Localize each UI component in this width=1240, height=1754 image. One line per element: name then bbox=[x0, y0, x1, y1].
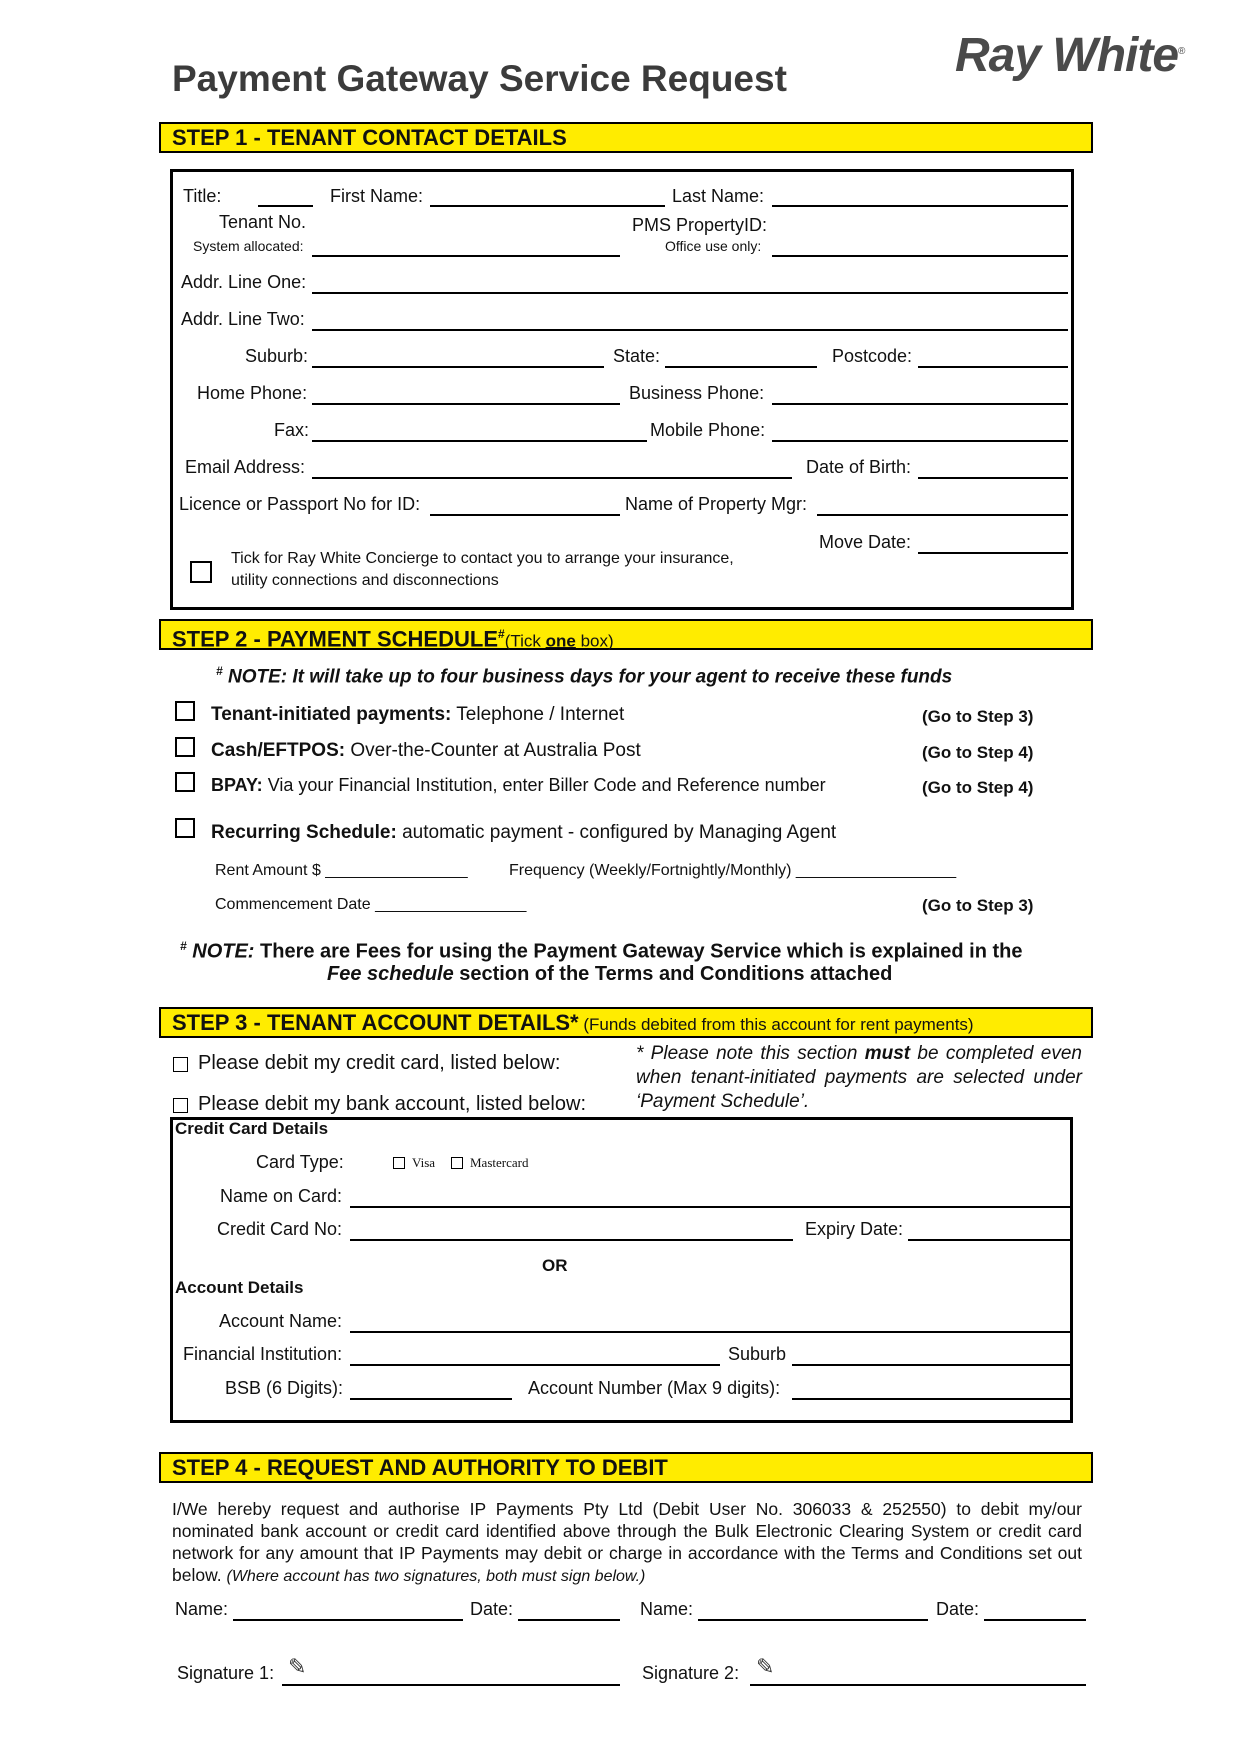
tick-post: box) bbox=[575, 631, 614, 651]
dob-field[interactable] bbox=[918, 477, 1068, 479]
debit-bank-checkbox[interactable] bbox=[173, 1098, 188, 1113]
addr-line-one-label: Addr. Line One: bbox=[181, 272, 307, 292]
tenant-no-field[interactable] bbox=[312, 255, 620, 257]
signature-1-label: Signature 1: bbox=[177, 1663, 275, 1683]
option-tenant-initiated bbox=[211, 704, 624, 726]
expiry-date-label: Expiry Date: bbox=[805, 1219, 904, 1239]
fax-field[interactable] bbox=[312, 440, 647, 442]
option-2-text: Over-the-Counter at Australia Post bbox=[345, 740, 641, 761]
business-phone-field[interactable] bbox=[772, 403, 1068, 405]
account-name-field[interactable] bbox=[350, 1331, 1070, 1333]
last-name-label: Last Name: bbox=[672, 186, 765, 206]
visa-label: Visa bbox=[412, 1155, 436, 1170]
completion-note-must: must bbox=[864, 1043, 911, 1064]
date-1-label: Date: bbox=[470, 1599, 514, 1619]
option-cash-eftpos bbox=[211, 740, 641, 762]
recurring-checkbox[interactable] bbox=[175, 818, 195, 838]
option-2-bold: Cash/EFTPOS: bbox=[211, 740, 346, 761]
funds-note bbox=[216, 664, 952, 688]
option-3-text: Via your Financial Institution, enter Biller Code and Reference number bbox=[262, 775, 826, 795]
suburb-field[interactable] bbox=[312, 366, 604, 368]
go-to-step-label-2: (Go to Step 4) bbox=[922, 743, 1034, 762]
option-4-bold: Recurring Schedule: bbox=[211, 822, 397, 843]
step3-heading-text: STEP 3 - TENANT ACCOUNT DETAILS* bbox=[172, 1010, 579, 1035]
completion-note bbox=[636, 1042, 1082, 1114]
step4-heading bbox=[159, 1452, 1093, 1483]
email-label: Email Address: bbox=[185, 457, 306, 477]
move-date-field[interactable] bbox=[918, 552, 1068, 554]
step2-heading bbox=[159, 619, 1093, 650]
home-phone-label: Home Phone: bbox=[197, 383, 308, 403]
first-name-field[interactable] bbox=[430, 205, 665, 207]
option-1-bold: Tenant-initiated payments: bbox=[211, 704, 452, 725]
bpay-checkbox[interactable] bbox=[175, 772, 195, 792]
name-2-label: Name: bbox=[640, 1599, 694, 1619]
addr-line-two-label: Addr. Line Two: bbox=[181, 309, 305, 329]
system-allocated-label: System allocated: bbox=[193, 238, 304, 254]
licence-field[interactable] bbox=[430, 514, 620, 516]
account-number-field[interactable] bbox=[792, 1398, 1070, 1400]
note-hash-mark: # bbox=[216, 664, 223, 678]
fee-note-line1 bbox=[180, 939, 1023, 964]
option-4-text: automatic payment - configured by Managing Agent bbox=[396, 822, 837, 843]
pms-property-id-label: PMS PropertyID: bbox=[632, 215, 768, 235]
property-mgr-label: Name of Property Mgr: bbox=[625, 494, 808, 514]
signature-2-field[interactable] bbox=[750, 1684, 1086, 1686]
ray-white-logo: Ray White® bbox=[955, 29, 1185, 82]
home-phone-field[interactable] bbox=[312, 403, 620, 405]
account-details-title: Account Details bbox=[175, 1278, 304, 1297]
fee-note2-text: section of the Terms and Conditions attached bbox=[453, 963, 893, 985]
option-bpay bbox=[211, 775, 826, 796]
credit-card-no-field[interactable] bbox=[350, 1239, 793, 1241]
bsb-field[interactable] bbox=[350, 1398, 512, 1400]
bank-suburb-label: Suburb bbox=[728, 1344, 787, 1364]
rent-amount-field[interactable]: Rent Amount $ ________________ bbox=[215, 862, 468, 879]
step1-heading-text: STEP 1 - TENANT CONTACT DETAILS bbox=[172, 125, 567, 150]
business-phone-label: Business Phone: bbox=[629, 383, 765, 403]
date-2-label: Date: bbox=[936, 1599, 980, 1619]
licence-label: Licence or Passport No for ID: bbox=[179, 494, 421, 514]
go-to-step-label-4: (Go to Step 3) bbox=[922, 896, 1034, 915]
card-type-label: Card Type: bbox=[256, 1152, 344, 1172]
date-1-field[interactable] bbox=[518, 1619, 620, 1621]
bank-suburb-field[interactable] bbox=[792, 1364, 1070, 1366]
mastercard-label: Mastercard bbox=[470, 1155, 529, 1170]
pms-property-id-field[interactable] bbox=[772, 255, 1068, 257]
brand-text: Ray White bbox=[955, 29, 1179, 82]
debit-bank-label: Please debit my bank account, listed below: bbox=[198, 1093, 586, 1115]
credit-card-details-title: Credit Card Details bbox=[175, 1119, 329, 1138]
suburb-label: Suburb: bbox=[245, 346, 309, 366]
first-name-label: First Name: bbox=[330, 186, 424, 206]
office-use-label: Office use only: bbox=[665, 238, 762, 254]
debit-credit-card-label: Please debit my credit card, listed below: bbox=[198, 1052, 561, 1074]
name-on-card-label: Name on Card: bbox=[220, 1186, 343, 1206]
last-name-field[interactable] bbox=[772, 205, 1068, 207]
debit-credit-card-checkbox[interactable] bbox=[173, 1057, 188, 1072]
completion-note-a: * Please note this section bbox=[636, 1043, 865, 1064]
go-to-step-label-3: (Go to Step 4) bbox=[922, 778, 1034, 797]
commencement-date-field[interactable]: Commencement Date _________________ bbox=[215, 896, 527, 913]
expiry-date-field[interactable] bbox=[908, 1239, 1070, 1241]
funds-note-text: NOTE: It will take up to four business days for your agent to receive these funds bbox=[222, 666, 953, 688]
move-date-label: Move Date: bbox=[819, 532, 912, 552]
signature-2-label: Signature 2: bbox=[642, 1663, 740, 1683]
tick-one: one bbox=[545, 631, 576, 651]
completion-note-b: be completed even when tenant-initiated payments are selected under ‘Payment Schedule’. bbox=[636, 1043, 1082, 1112]
or-divider: OR bbox=[542, 1256, 568, 1275]
dob-label: Date of Birth: bbox=[806, 457, 912, 477]
option-3-bold: BPAY: bbox=[211, 775, 263, 795]
fee-schedule-label: Fee schedule bbox=[327, 963, 454, 985]
financial-institution-field[interactable] bbox=[350, 1364, 720, 1366]
title-label: Title: bbox=[183, 186, 222, 206]
tenant-no-label: Tenant No. bbox=[219, 212, 307, 232]
hash-mark: # bbox=[498, 627, 505, 641]
visa-checkbox[interactable] bbox=[393, 1157, 405, 1169]
fee-note-label: NOTE: bbox=[186, 940, 255, 963]
concierge-checkbox[interactable] bbox=[190, 561, 212, 583]
step2-heading-text: STEP 2 - PAYMENT SCHEDULE bbox=[172, 626, 498, 652]
name-1-label: Name: bbox=[175, 1599, 229, 1619]
fee-hash-mark: # bbox=[180, 939, 187, 953]
page-title: Payment Gateway Service Request bbox=[172, 58, 787, 99]
addr-line-one-field[interactable] bbox=[312, 292, 1068, 294]
state-field[interactable] bbox=[665, 366, 817, 368]
state-label: State: bbox=[613, 346, 661, 366]
fee-note-line2 bbox=[327, 963, 892, 986]
name-2-field[interactable] bbox=[698, 1619, 928, 1621]
addr-line-two-field[interactable] bbox=[312, 329, 1068, 331]
step1-heading bbox=[159, 122, 1093, 153]
fee-note-text: There are Fees for using the Payment Gateway Service which is explained in the bbox=[254, 940, 1023, 963]
date-2-field[interactable] bbox=[984, 1619, 1086, 1621]
pen-icon-1: ✎ bbox=[288, 1654, 307, 1679]
cash-eftpos-checkbox[interactable] bbox=[175, 737, 195, 757]
postcode-field[interactable] bbox=[918, 366, 1068, 368]
fax-label: Fax: bbox=[274, 420, 310, 440]
name-on-card-field[interactable] bbox=[350, 1206, 1070, 1208]
authority-text: I/We hereby request and authorise IP Payments Pty Ltd (Debit User No. 306033 & 252550) to debit my/our nominated bank account or credit card identified above through the Bulk Electronic Clearing System or credit card network for any amount that IP Payments may debit or charge in accordance with the Terms and Conditions set out below. bbox=[172, 1499, 1082, 1585]
authority-paragraph bbox=[172, 1498, 1082, 1588]
frequency-field[interactable]: Frequency (Weekly/Fortnightly/Monthly) __________________ bbox=[509, 862, 957, 879]
property-mgr-field[interactable] bbox=[817, 514, 1068, 516]
mobile-phone-field[interactable] bbox=[772, 440, 1068, 442]
title-field[interactable] bbox=[258, 205, 313, 207]
option-recurring bbox=[211, 822, 836, 844]
credit-card-no-label: Credit Card No: bbox=[217, 1219, 343, 1239]
account-number-label: Account Number (Max 9 digits): bbox=[528, 1378, 781, 1398]
option-1-text: Telephone / Internet bbox=[451, 704, 625, 725]
step3-heading bbox=[159, 1007, 1093, 1038]
authority-note: (Where account has two signatures, both must sign below.) bbox=[226, 1568, 646, 1585]
postcode-label: Postcode: bbox=[832, 346, 913, 366]
mobile-phone-label: Mobile Phone: bbox=[650, 420, 766, 440]
pen-icon-2: ✎ bbox=[756, 1654, 775, 1679]
step4-heading-text: STEP 4 - REQUEST AND AUTHORITY TO DEBIT bbox=[172, 1455, 668, 1480]
name-1-field[interactable] bbox=[233, 1619, 463, 1621]
signature-1-field[interactable] bbox=[282, 1684, 620, 1686]
concierge-text-2: utility connections and disconnections bbox=[231, 572, 499, 589]
step3-heading-sub: (Funds debited from this account for rent payments) bbox=[578, 1015, 974, 1034]
tenant-initiated-checkbox[interactable] bbox=[175, 701, 195, 721]
account-name-label: Account Name: bbox=[219, 1311, 343, 1331]
email-field[interactable] bbox=[312, 477, 792, 479]
concierge-text-1: Tick for Ray White Concierge to contact you to arrange your insurance, bbox=[231, 550, 734, 567]
bsb-label: BSB (6 Digits): bbox=[225, 1378, 344, 1398]
go-to-step-label-1: (Go to Step 3) bbox=[922, 707, 1034, 726]
mastercard-checkbox[interactable] bbox=[451, 1157, 463, 1169]
financial-institution-label: Financial Institution: bbox=[183, 1344, 343, 1364]
tick-pre: (Tick bbox=[504, 631, 546, 651]
